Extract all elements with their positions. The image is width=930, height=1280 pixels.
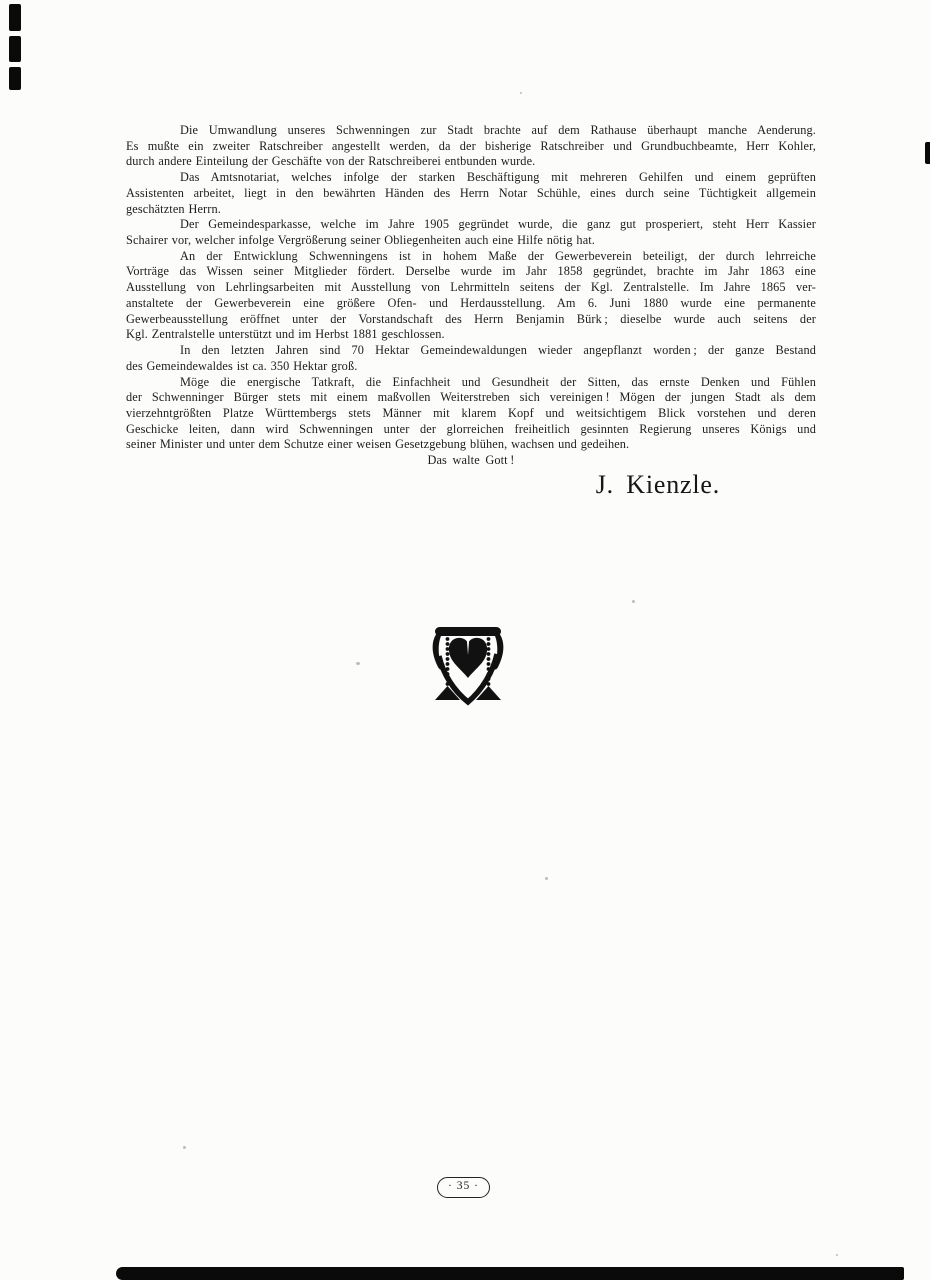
text-line: anstaltete der Gewerbeverein eine größere Ofen- und Herdausstellung. Am 6. Juni 1880 wurde eine permanente — [126, 295, 816, 310]
text-line: Geschicke leiten, dann wird Schwenningen unter der glorreichen freiheitlich gesinnten Regierung unseres Königs und — [126, 421, 816, 436]
printers-mark-icon — [428, 622, 508, 706]
text-line: Vorträge das Wissen seiner Mitglieder fördert. Derselbe wurde im Jahr 1858 gegründet, brachte im Jahr 1863 eine — [126, 264, 816, 279]
text-line: vierzehntgrößten Platze Württembergs stets Männer mit klarem Kopf und weitsichtigem Blick vorstehen und deren — [126, 405, 816, 420]
scan-edge-mark — [116, 1267, 904, 1280]
scan-speck — [836, 1254, 838, 1256]
scan-edge-mark — [9, 36, 21, 62]
text-line: Der Gemeindesparkasse, welche im Jahre 1905 gegründet wurde, die ganz gut prosperiert, steht Herr Kassier — [180, 217, 816, 232]
text-line: Es mußte ein zweiter Ratschreiber angestellt werden, da der bisherige Ratschreiber und Grundbuchbeamte, Herr Kohler, — [126, 138, 816, 153]
body-text — [126, 123, 816, 469]
text-line: Die Umwandlung unseres Schwenningen zur Stadt brachte auf dem Rathause überhaupt manche Aenderung. — [180, 123, 816, 137]
text-line: Gewerbeausstellung eröffnet unter der Vorstandschaft des Herrn Benjamin Bürk ; dieselbe wurde auch seitens der — [126, 311, 816, 326]
text-line: seiner Minister und unter dem Schutze einer weisen Gesetzgebung blühen, wachsen und gedeihen. — [126, 437, 630, 452]
text-line: Ausstellung von Lehrlingsarbeiten mit Ausstellung von Lehrmitteln seitens der Kgl. Zentralstelle. Im Jahre 1865 ver- — [126, 280, 816, 295]
text-line: Das Amtsnotariat, welches infolge der starken Beschäftigung mit mehreren Gehilfen und einem geprüften — [180, 170, 816, 185]
text-line: An der Entwicklung Schwenningens ist in hohem Maße der Gewerbeverein beteiligt, der durch lehrreiche — [180, 248, 816, 263]
signature: J. Kienzle. — [595, 470, 720, 499]
scan-speck — [520, 92, 522, 94]
text-line: Kgl. Zentralstelle unterstützt und im Herbst 1881 geschlossen. — [126, 327, 445, 342]
text-line: der Schwenninger Bürger stets mit einem maßvollen Weiterstreben sich vereinigen ! Mögen der jungen Stadt als dem — [126, 390, 816, 405]
text-line: Assistenten arbeitet, liegt in den bewährten Händen des Herrn Notar Schühle, eines durch seine Tüchtigkeit allgemein — [126, 185, 816, 200]
text-line: Schairer vor, welcher infolge Vergrößerung seiner Obliegenheiten auch eine Hilfe nötig hat. — [126, 233, 596, 248]
text-line: durch andere Einteilung der Geschäfte von der Ratschreiberei entbunden wurde. — [126, 154, 536, 169]
scan-speck — [183, 1146, 186, 1149]
scan-speck — [545, 877, 548, 880]
text-line: geschätzten Herrn. — [126, 201, 221, 216]
page-number-badge: · 35 · — [437, 1177, 490, 1198]
scan-speck — [632, 600, 635, 603]
scan-speck — [356, 662, 360, 665]
scan-edge-mark — [9, 67, 21, 90]
text-line: des Gemeindewaldes ist ca. 350 Hektar groß. — [126, 358, 358, 373]
text-line: Möge die energische Tatkraft, die Einfachheit und Gesundheit der Sitten, das ernste Denken und Fühlen — [180, 374, 816, 389]
scan-edge-mark — [9, 4, 21, 31]
signature-row — [126, 470, 816, 500]
scan-edge-mark — [925, 142, 930, 164]
closing-line: Das walte Gott ! — [427, 453, 515, 468]
text-line: In den letzten Jahren sind 70 Hektar Gemeindewaldungen wieder angepflanzt worden ; der ganze Bestand — [180, 343, 816, 358]
